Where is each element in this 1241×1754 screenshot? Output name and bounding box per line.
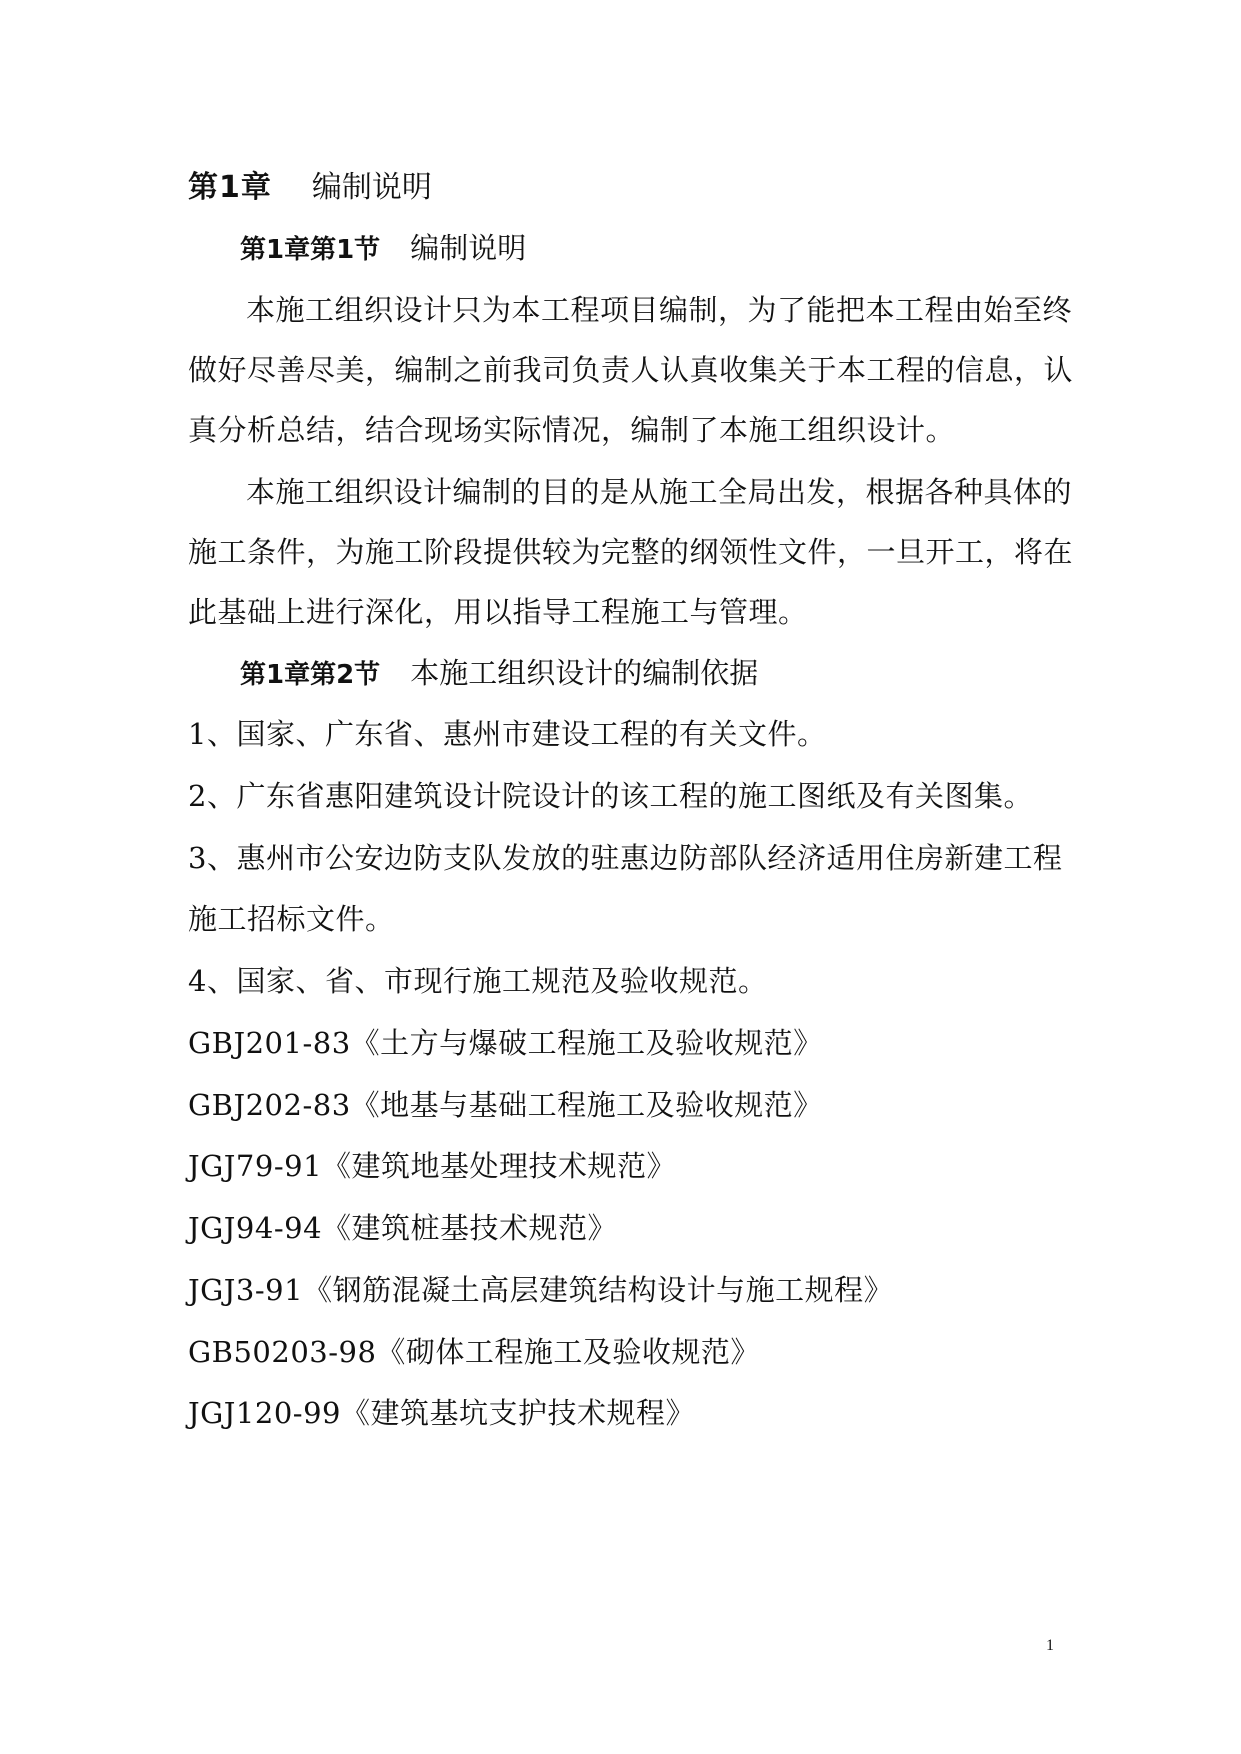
section-title-1 bbox=[240, 228, 526, 270]
standard-item: JGJ120-99《建筑基坑支护技术规程》 bbox=[188, 1396, 695, 1430]
standard-item: JGJ94-94《建筑桩基技术规范》 bbox=[188, 1211, 618, 1245]
paragraph-line: 真分析总结，结合现场实际情况，编制了本施工组织设计。 bbox=[188, 413, 956, 447]
section-number: 第1章第2节 bbox=[240, 660, 381, 690]
standard-item: GBJ202-83《地基与基础工程施工及验收规范》 bbox=[188, 1088, 823, 1122]
paragraph-line: 施工条件，为施工阶段提供较为完整的纲领性文件，一旦开工，将在 bbox=[188, 535, 1074, 569]
section-title-2 bbox=[240, 653, 758, 695]
paragraph-line: 此基础上进行深化，用以指导工程施工与管理。 bbox=[188, 595, 808, 629]
chapter-number: 第1章 bbox=[188, 170, 272, 205]
chapter-title bbox=[188, 168, 432, 208]
paragraph-line: 本施工组织设计编制的目的是从施工全局出发，根据各种具体的 bbox=[246, 475, 1073, 509]
chapter-title-text: 编制说明 bbox=[311, 170, 432, 205]
standard-item: GB50203-98《砌体工程施工及验收规范》 bbox=[188, 1335, 760, 1369]
standard-item: JGJ79-91《建筑地基处理技术规范》 bbox=[188, 1149, 677, 1183]
section-title-text: 本施工组织设计的编制依据 bbox=[410, 656, 759, 690]
list-item: 1、国家、广东省、惠州市建设工程的有关文件。 bbox=[188, 717, 827, 751]
page-number: 1 bbox=[1046, 1637, 1054, 1654]
standard-item: JGJ3-91《钢筋混凝土高层建筑结构设计与施工规程》 bbox=[188, 1273, 894, 1307]
section-title-text: 编制说明 bbox=[410, 231, 527, 265]
list-item: 2、广东省惠阳建筑设计院设计的该工程的施工图纸及有关图集。 bbox=[188, 779, 1033, 813]
list-item: 4、国家、省、市现行施工规范及验收规范。 bbox=[188, 964, 768, 998]
standard-item: GBJ201-83《土方与爆破工程施工及验收规范》 bbox=[188, 1026, 823, 1060]
list-item: 3、惠州市公安边防支队发放的驻惠边防部队经济适用住房新建工程 bbox=[188, 841, 1063, 875]
paragraph-line: 做好尽善尽美，编制之前我司负责人认真收集关于本工程的信息，认 bbox=[188, 353, 1074, 387]
section-number: 第1章第1节 bbox=[240, 235, 381, 265]
list-item: 施工招标文件。 bbox=[188, 902, 395, 936]
paragraph-line: 本施工组织设计只为本工程项目编制，为了能把本工程由始至终 bbox=[246, 293, 1073, 327]
